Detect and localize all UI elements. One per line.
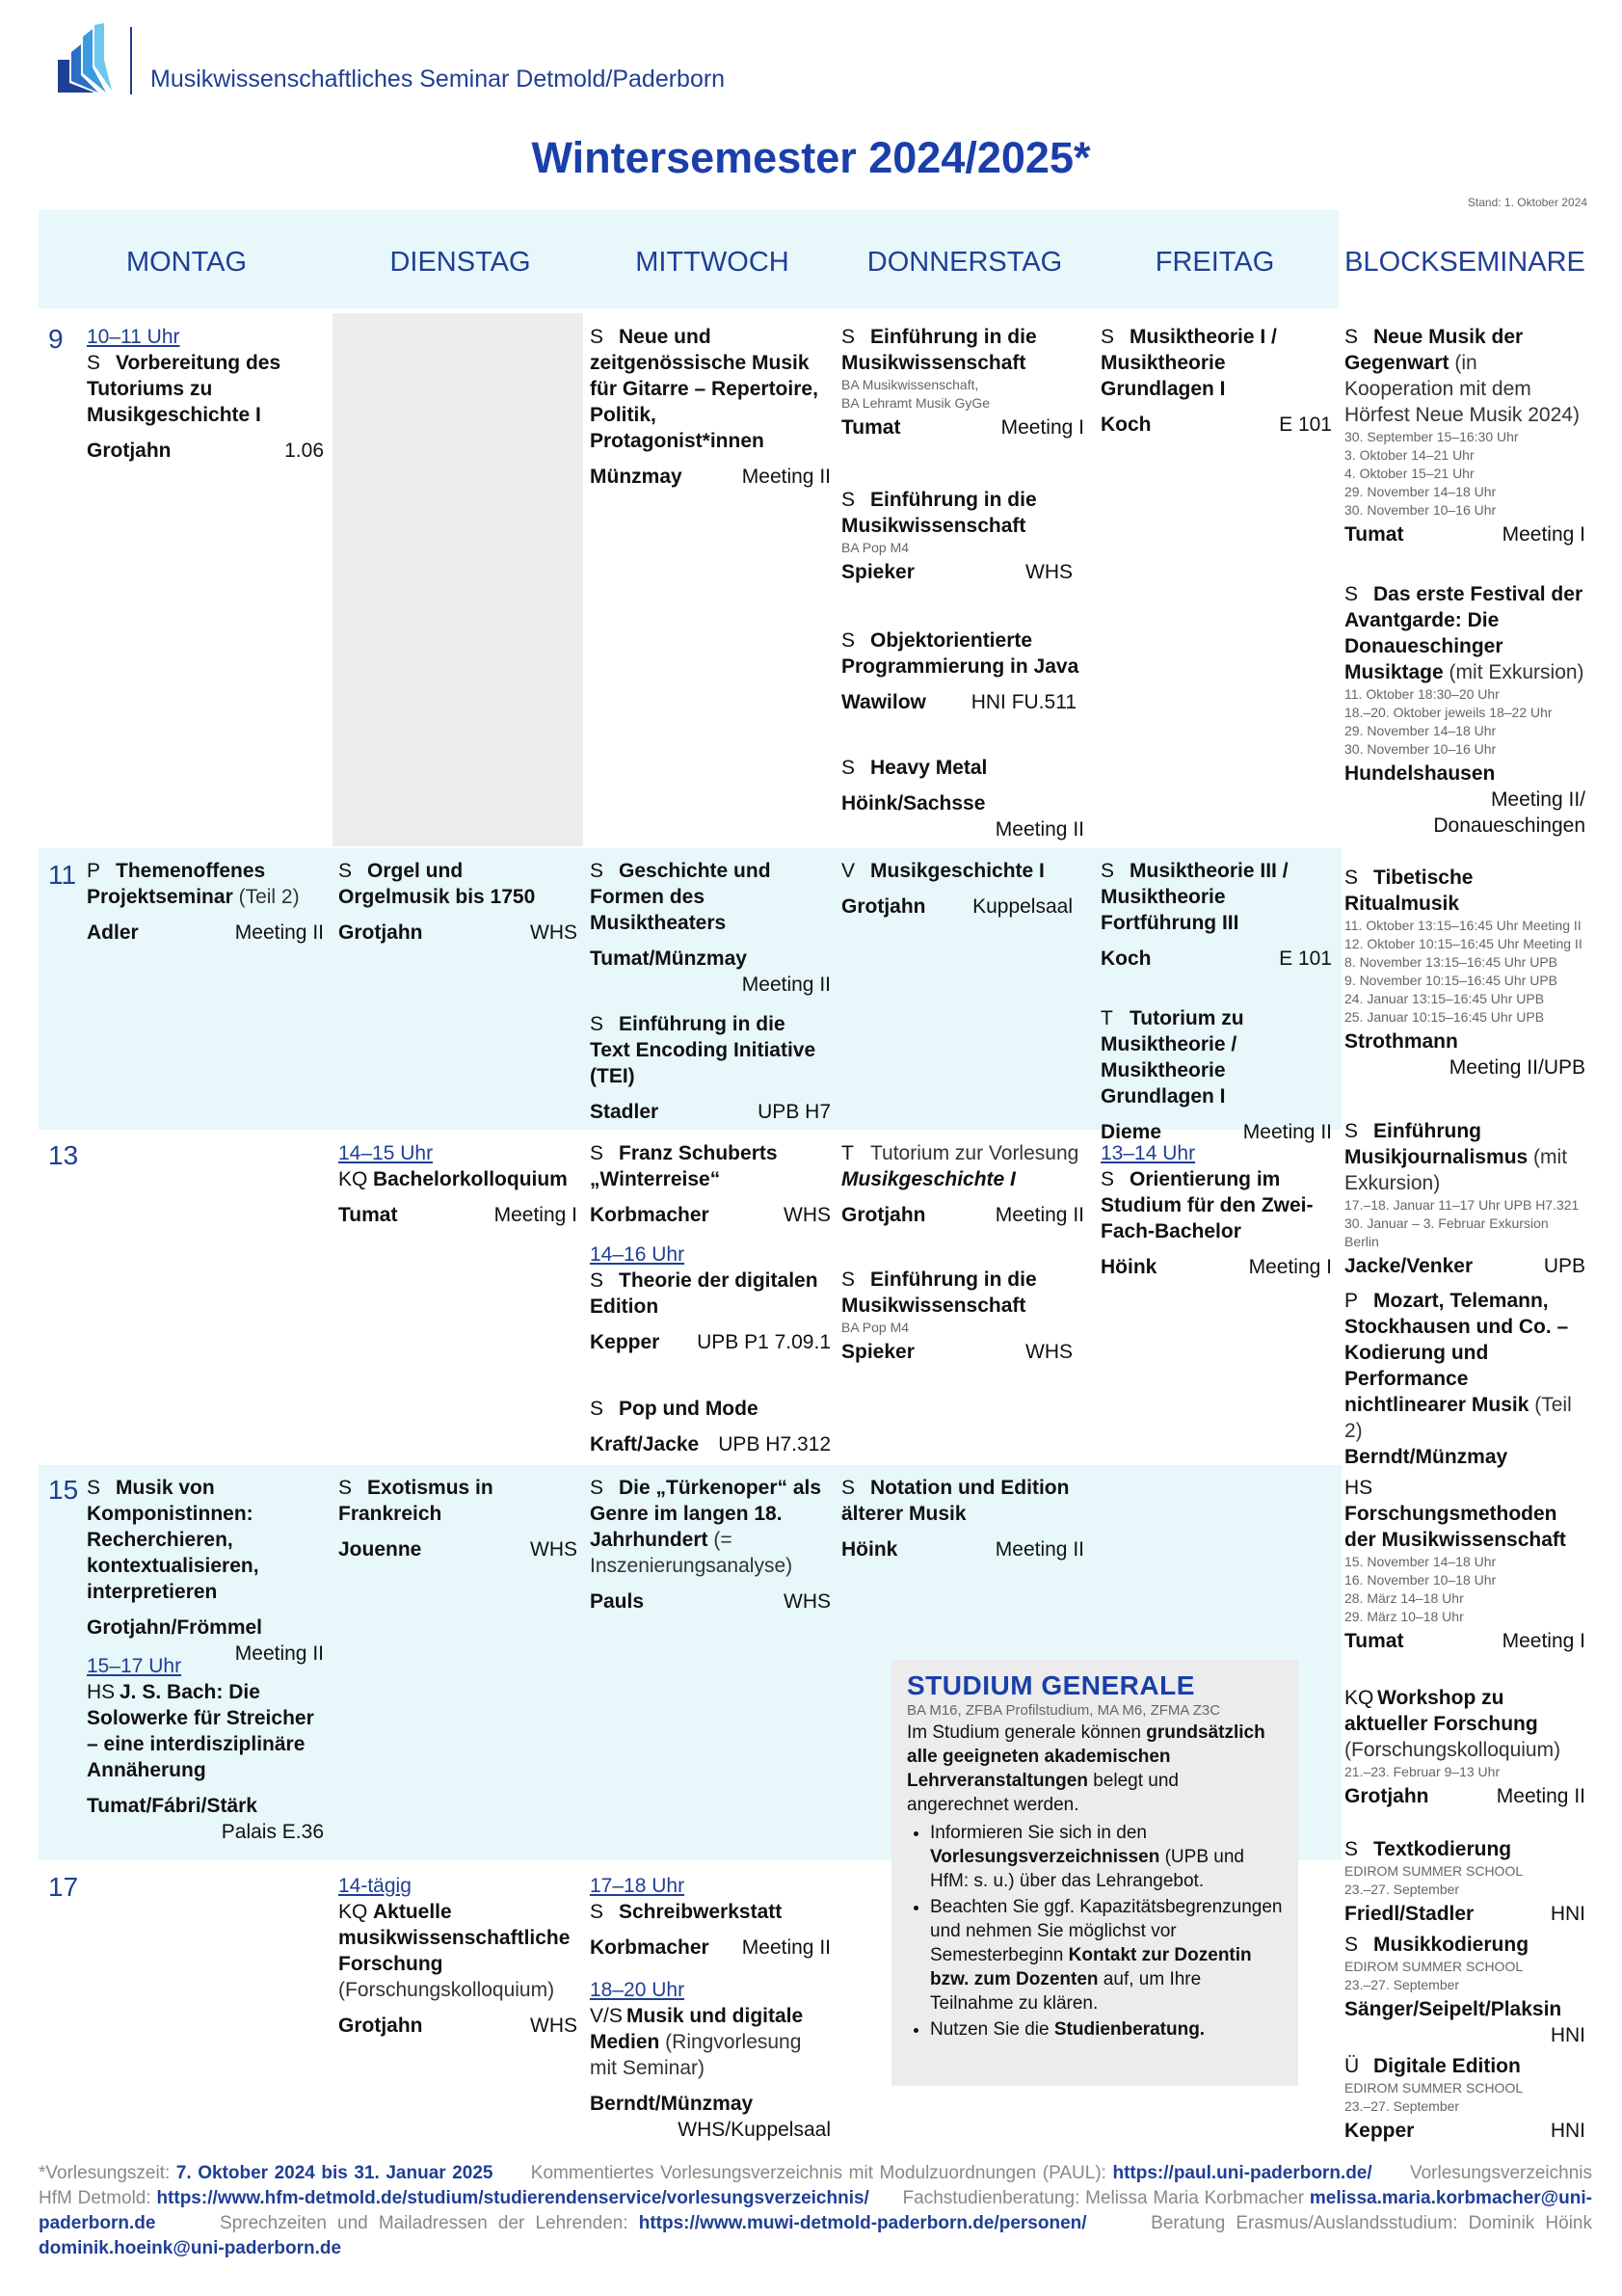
studium-generale-box bbox=[891, 1660, 1298, 2086]
day-header-donnerstag: DONNERSTAG bbox=[838, 210, 1091, 308]
hour-11: 11 bbox=[48, 860, 77, 890]
day-header-mittwoch: MITTWOCH bbox=[586, 210, 838, 308]
course-block-3: S Tibetische Ritualmusik 11. Oktober 13:15–16:45 Uhr Meeting II 12. Oktober 10:15–16:45 Uhr Meeting II 8. November 13:15–16:45 Uhr UPB 9. November 10:15–16:45 Uhr UPB 24. Januar 13:15–16:45 Uhr UPB 25. Januar 10:15–16:45 Uhr UPB Strothmann Meeting II/UPB bbox=[1344, 867, 1585, 1079]
empty-slot-dienstag-9 bbox=[332, 313, 583, 846]
course-block-10: Ü Digitale Edition EDIROM SUMMER SCHOOL 23.–27. September Kepper HNI bbox=[1344, 2055, 1585, 2142]
course-do-9a: S Einführung in die Musikwissenschaft BA Musikwissenschaft, BA Lehramt Musik GyGe Tumat Meeting I bbox=[841, 326, 1084, 439]
page-title: Wintersemester 2024/2025* bbox=[531, 133, 1091, 182]
course-mi-15: S Die „Türkenoper“ als Genre im langen 18. Jahrhundert (= Inszenierungsanalyse) Pauls WHS bbox=[590, 1477, 831, 1613]
course-block-7: KQ Workshop zu aktueller Forschung (Forschungskolloquium) 21.–23. Februar 9–13 Uhr Grotjahn Meeting II bbox=[1344, 1687, 1585, 1807]
course-fr-9: S Musiktheorie I / Musiktheorie Grundlagen I Koch E 101 bbox=[1101, 326, 1332, 436]
seminar-name: Musikwissenschaftliches Seminar Detmold/Paderborn bbox=[150, 66, 726, 93]
course-block-5: P Mozart, Telemann, Stockhausen und Co. – Kodierung und Performance nichtlinearer Musik (Teil 2) Berndt/Münzmay bbox=[1344, 1290, 1572, 1468]
course-di-15: S Exotismus in Frankreich Jouenne WHS bbox=[338, 1477, 577, 1561]
course-mi-17a: 17–18 Uhr S Schreibwerkstatt Korbmacher Meeting II bbox=[590, 1875, 831, 1959]
course-do-9c: S Objektorientierte Programmierung in Java Wawilow HNI FU.511 bbox=[841, 629, 1079, 713]
course-do-15: S Notation und Edition älterer Musik Höink Meeting II bbox=[841, 1477, 1084, 1561]
course-block-6: HSForschungsmethoden der Musikwissenschaft 15. November 14–18 Uhr 16. November 10–18 Uhr 28. März 14–18 Uhr 29. März 10–18 Uhr Tumat Meeting I bbox=[1344, 1477, 1585, 1652]
studium-generale-text: Im Studium generale können grundsätzlich alle geeigneten akademischen Lehrveranstaltungen belegt und angerechnet werden. bbox=[907, 1722, 1265, 1815]
studium-generale-title: STUDIUM GENERALE bbox=[907, 1670, 1195, 1700]
logo-divider bbox=[130, 27, 132, 94]
course-mi-13a: S Franz Schuberts „Winterreise“ Korbmacher WHS bbox=[590, 1142, 831, 1226]
course-block-8: S Textkodierung EDIROM SUMMER SCHOOL 23.–27. September Friedl/Stadler HNI bbox=[1344, 1838, 1585, 1925]
link-hfm[interactable]: https://www.hfm-detmold.de/studium/studierendenservice/vorlesungsverzeichnis/ bbox=[156, 2188, 869, 2208]
course-block-1: S Neue Musik der Gegenwart (in Kooperation mit dem Hörfest Neue Musik 2024) 30. September 15–16:30 Uhr 3. Oktober 14–21 Uhr 4. Oktober 15–21 Uhr 29. November 14–18 Uhr 30. November 10–16 Uhr Tumat Meeting I bbox=[1344, 326, 1585, 546]
course-mo-9: 10–11 Uhr S Vorbereitung des Tutoriums zu Musikgeschichte I Grotjahn 1.06 bbox=[87, 326, 324, 462]
link-personen[interactable]: https://www.muwi-detmold-paderborn.de/personen/ bbox=[638, 2213, 1087, 2233]
day-header-dienstag: DIENSTAG bbox=[334, 210, 586, 308]
course-fr-11a: S Musiktheorie III / Musiktheorie Fortführung III Koch E 101 bbox=[1101, 860, 1332, 970]
course-block-4: S Einführung Musikjournalismus (mit Exkursion) 17.–18. Januar 11–17 Uhr UPB H7.321 30. Januar – 3. Februar Exkursion Berlin Jacke/Venker UPB bbox=[1344, 1120, 1585, 1277]
stand-date: Stand: 1. Oktober 2024 bbox=[1467, 196, 1587, 209]
course-mo-15a: S Musik von Komponistinnen: Recherchieren, kontextualisieren, interpretieren Grotjahn/Frömmel Meeting II bbox=[87, 1477, 324, 1665]
course-do-9b: S Einführung in die Musikwissenschaft BA Pop M4 Spieker WHS bbox=[841, 489, 1073, 583]
list-item: • Beachten Sie ggf. Kapazitätsbegrenzungen und nehmen Sie möglichst vor Semesterbeginn Kontakt zur Dozentin bzw. zum Dozenten auf, um Ihre Teilnahme zu klären. bbox=[930, 1895, 1283, 2016]
link-korbmacher-email[interactable]: melissa.maria.korbmacher@uni-paderborn.de bbox=[39, 2188, 1592, 2233]
course-di-13: 14–15 Uhr KQ Bachelorkolloquium Tumat Meeting I bbox=[338, 1142, 577, 1226]
footer: *Vorlesungszeit: 7. Oktober 2024 bis 31. Januar 2025 Kommentiertes Vorlesungsverzeichnis mit Modulzuordnungen (PAUL): https://paul.uni-paderborn.de/ Vorlesungsverzeichnis HfM Detmold: https://www.hfm-detmold.de/studium/studierendenservice/vorlesungsverzeichnis/ Fachstudienberatung: Melissa Maria Korbmacher melissa.maria.korbmacher@uni-paderborn.de Sprechzeiten und Mailadressen der Lehrenden: https://www.muwi-detmold-paderborn.de/personen/ Beratung Erasmus/Auslandsstudium: Dominik Höink dominik.hoeink@uni-paderborn.de bbox=[39, 2163, 1592, 2258]
course-do-13a: T Tutorium zur Vorlesung Musikgeschichte I Grotjahn Meeting II bbox=[841, 1142, 1084, 1226]
studium-generale-list bbox=[907, 1821, 1283, 2042]
studium-generale-modules: BA M16, ZFBA Profilstudium, MA M6, ZFMA Z3C bbox=[907, 1702, 1221, 1719]
hour-15: 15 bbox=[48, 1475, 79, 1505]
course-mi-11a: S Geschichte und Formen des Musiktheaters Tumat/Münzmay Meeting II bbox=[590, 860, 831, 996]
hour-17: 17 bbox=[48, 1872, 79, 1902]
hour-13: 13 bbox=[48, 1140, 79, 1170]
link-hoeink-email[interactable]: dominik.hoeink@uni-paderborn.de bbox=[39, 2238, 342, 2258]
course-mi-13c: S Pop und Mode Kraft/Jacke UPB H7.312 bbox=[590, 1398, 831, 1455]
course-di-17: 14-tägig KQ Aktuelle musikwissenschaftliche Forschung (Forschungskolloquium) Grotjahn WHS bbox=[338, 1875, 577, 2037]
seminar-logo-icon bbox=[56, 23, 114, 95]
course-fr-13: 13–14 Uhr S Orientierung im Studium für den Zwei-Fach-Bachelor Höink Meeting I bbox=[1101, 1142, 1332, 1278]
course-do-9d: S Heavy Metal Höink/Sachsse Meeting II bbox=[841, 757, 1084, 841]
course-mi-17b: 18–20 Uhr V/S Musik und digitale Medien (Ringvorlesung mit Seminar) Berndt/Münzmay WHS/Kuppelsaal bbox=[590, 1979, 831, 2141]
lecture-period: 7. Oktober 2024 bis 31. Januar 2025 bbox=[175, 2163, 493, 2183]
day-header-blockseminare: BLOCKSEMINARE bbox=[1344, 247, 1585, 278]
course-mi-13b: 14–16 Uhr S Theorie der digitalen Edition Kepper UPB P1 7.09.1 bbox=[590, 1243, 831, 1353]
course-mi-9: S Neue und zeitgenössische Musik für Gitarre – Repertoire, Politik, Protagonist*innen Münzmay Meeting II bbox=[590, 326, 831, 488]
hour-9: 9 bbox=[48, 324, 64, 354]
course-mo-15b: 15–17 Uhr HS J. S. Bach: Die Solowerke für Streicher – eine interdisziplinäre Annäherung Tumat/Fábri/Stärk Palais E.36 bbox=[87, 1655, 324, 1843]
list-item: • Informieren Sie sich in den Vorlesungsverzeichnissen (UPB und HfM: s. u.) über das Lehrangebot. bbox=[930, 1821, 1283, 1893]
course-block-2: S Das erste Festival der Avantgarde: Die Donaueschinger Musiktage (mit Exkursion) 11. Oktober 18:30–20 Uhr 18.–20. Oktober jeweils 18–22 Uhr 29. November 14–18 Uhr 30. November 10–16 Uhr Hundelshausen Meeting II/ Donaueschingen bbox=[1344, 583, 1585, 837]
course-mi-11b: S Einführung in die Text Encoding Initiative (TEI) Stadler UPB H7 bbox=[590, 1013, 831, 1123]
course-di-11: S Orgel und Orgelmusik bis 1750 Grotjahn WHS bbox=[338, 860, 577, 944]
course-block-9: S Musikkodierung EDIROM SUMMER SCHOOL 23.–27. September Sänger/Seipelt/Plaksin HNI bbox=[1344, 1934, 1585, 2046]
day-header-montag: MONTAG bbox=[39, 210, 334, 308]
link-paul[interactable]: https://paul.uni-paderborn.de/ bbox=[1112, 2163, 1372, 2183]
course-mo-11: P Themenoffenes Projektseminar (Teil 2) Adler Meeting II bbox=[87, 860, 324, 944]
course-do-11: V Musikgeschichte I Grotjahn Kuppelsaal bbox=[841, 860, 1073, 918]
list-item: • Nutzen Sie die Studienberatung. bbox=[930, 2017, 1283, 2042]
day-header-freitag: FREITAG bbox=[1091, 210, 1339, 308]
course-fr-11b: T Tutorium zu Musiktheorie / Musiktheorie Grundlagen I Dieme Meeting II bbox=[1101, 1007, 1332, 1143]
course-do-13b: S Einführung in die Musikwissenschaft BA Pop M4 Spieker WHS bbox=[841, 1268, 1073, 1363]
